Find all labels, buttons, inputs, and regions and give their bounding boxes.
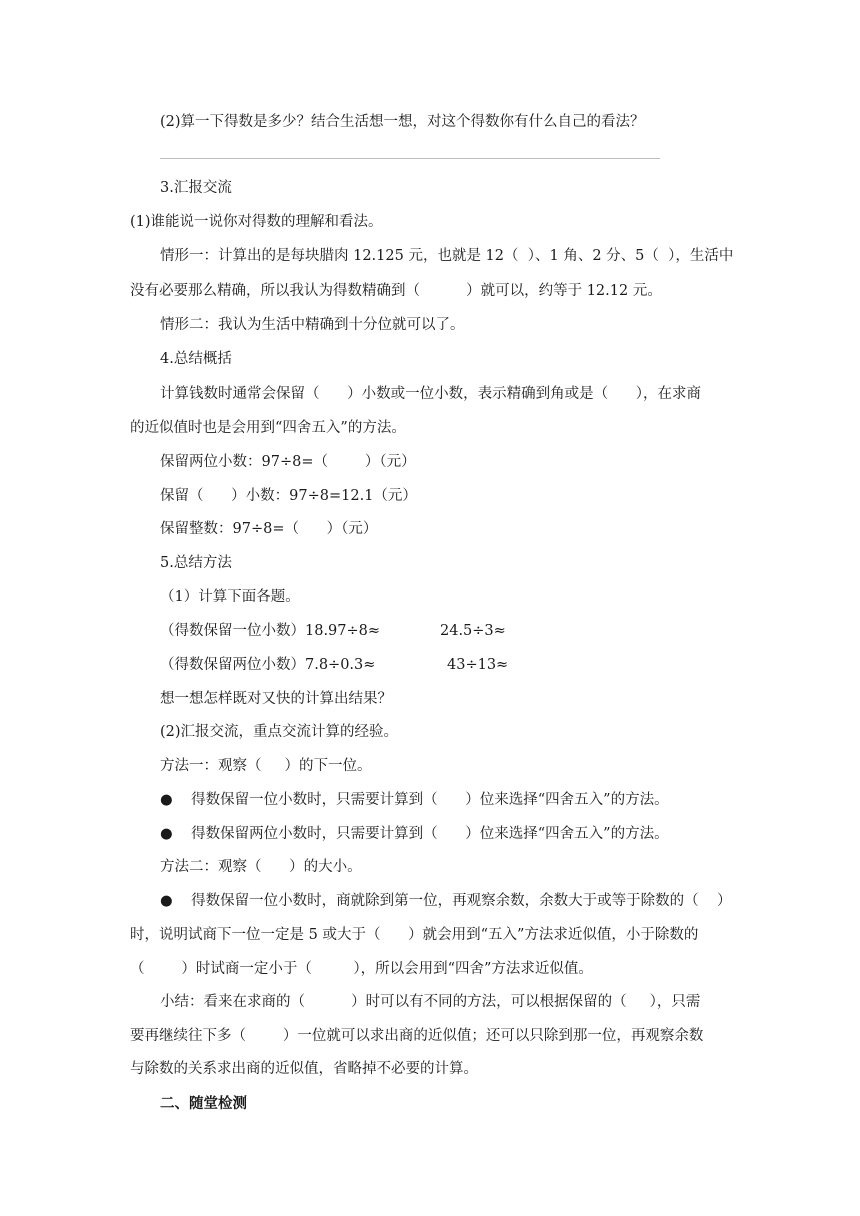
conclusion-line-1: 小结：看来在求商的（ ）时可以有不同的方法，可以根据保留的（ ），只需 (160, 994, 701, 1010)
section-heading-quiz: 二、随堂检测 (160, 1095, 247, 1112)
method-1: 方法一：观察（ ）的下一位。 (160, 758, 372, 774)
case-2: 情形二：我认为生活中精确到十分位就可以了。 (160, 317, 465, 333)
bullet-3-line-2: 时，说明试商下一位一定是 5 或大于（ ）就会用到“五入”方法求近似值，小于除数的 (130, 927, 699, 943)
heading-4: 4.总结概括 (160, 351, 232, 367)
heading-3: 3.汇报交流 (160, 180, 232, 196)
method-2: 方法二：观察（ ）的大小。 (160, 859, 362, 875)
conclusion-line-3: 与除数的关系求出商的近似值，省略掉不必要的计算。 (130, 1061, 478, 1077)
exercise-1b: 24.5÷3≈ (440, 623, 506, 639)
case-1-line-1: 情形一：计算出的是每块腊肉 12.125 元，也就是 12（ ）、1 角、2 分、5（ ），生活中 (160, 248, 734, 264)
answer-line (160, 158, 660, 159)
keep-two-decimals: 保留两位小数：97÷8=（ ）（元） (160, 454, 416, 470)
keep-decimals: 保留（ ）小数：97÷8=12.1（元） (160, 488, 417, 504)
summary-line-1: 计算钱数时通常会保留（ ）小数或一位小数，表示精确到角或是（ ），在求商 (160, 386, 702, 402)
case-1-line-2: 没有必要那么精确，所以我认为得数精确到（ ）就可以，约等于 12.12 元。 (130, 283, 662, 299)
calc-prompt: （1）计算下面各题。 (160, 589, 300, 605)
exercise-2b: 43÷13≈ (447, 657, 509, 673)
report-exchange: (2)汇报交流，重点交流计算的经验。 (160, 724, 399, 740)
think-prompt: 想一想怎样既对又快的计算出结果？ (160, 691, 392, 707)
bullet-3-line-3: （ ）时试商一定小于（ ），所以会用到“四舍”方法求近似值。 (130, 961, 593, 977)
item-1: (1)谁能说一说你对得数的理解和看法。 (130, 214, 383, 230)
bullet-3-line-1: ● 得数保留一位小数时，商就除到第一位，再观察余数，余数大于或等于除数的（ ） (160, 893, 732, 909)
question-2: (2)算一下得数是多少？结合生活想一想，对这个得数你有什么自己的看法？ (160, 114, 645, 130)
conclusion-line-2: 要再继续往下多（ ）一位就可以求出商的近似值；还可以只除到那一位，再观察余数 (130, 1028, 704, 1044)
exercise-2a: （得数保留两位小数）7.8÷0.3≈ (160, 657, 376, 673)
bullet-2: ● 得数保留两位小数时，只需要计算到（ ）位来选择“四舍五入”的方法。 (160, 826, 669, 842)
heading-5: 5.总结方法 (160, 555, 232, 571)
exercise-1a: （得数保留一位小数）18.97÷8≈ (160, 623, 381, 639)
keep-integer: 保留整数：97÷8=（ ）（元） (160, 521, 378, 537)
bullet-1: ● 得数保留一位小数时，只需要计算到（ ）位来选择“四舍五入”的方法。 (160, 792, 669, 808)
summary-line-2: 的近似值时也是会用到“四舍五入”的方法。 (130, 420, 406, 436)
